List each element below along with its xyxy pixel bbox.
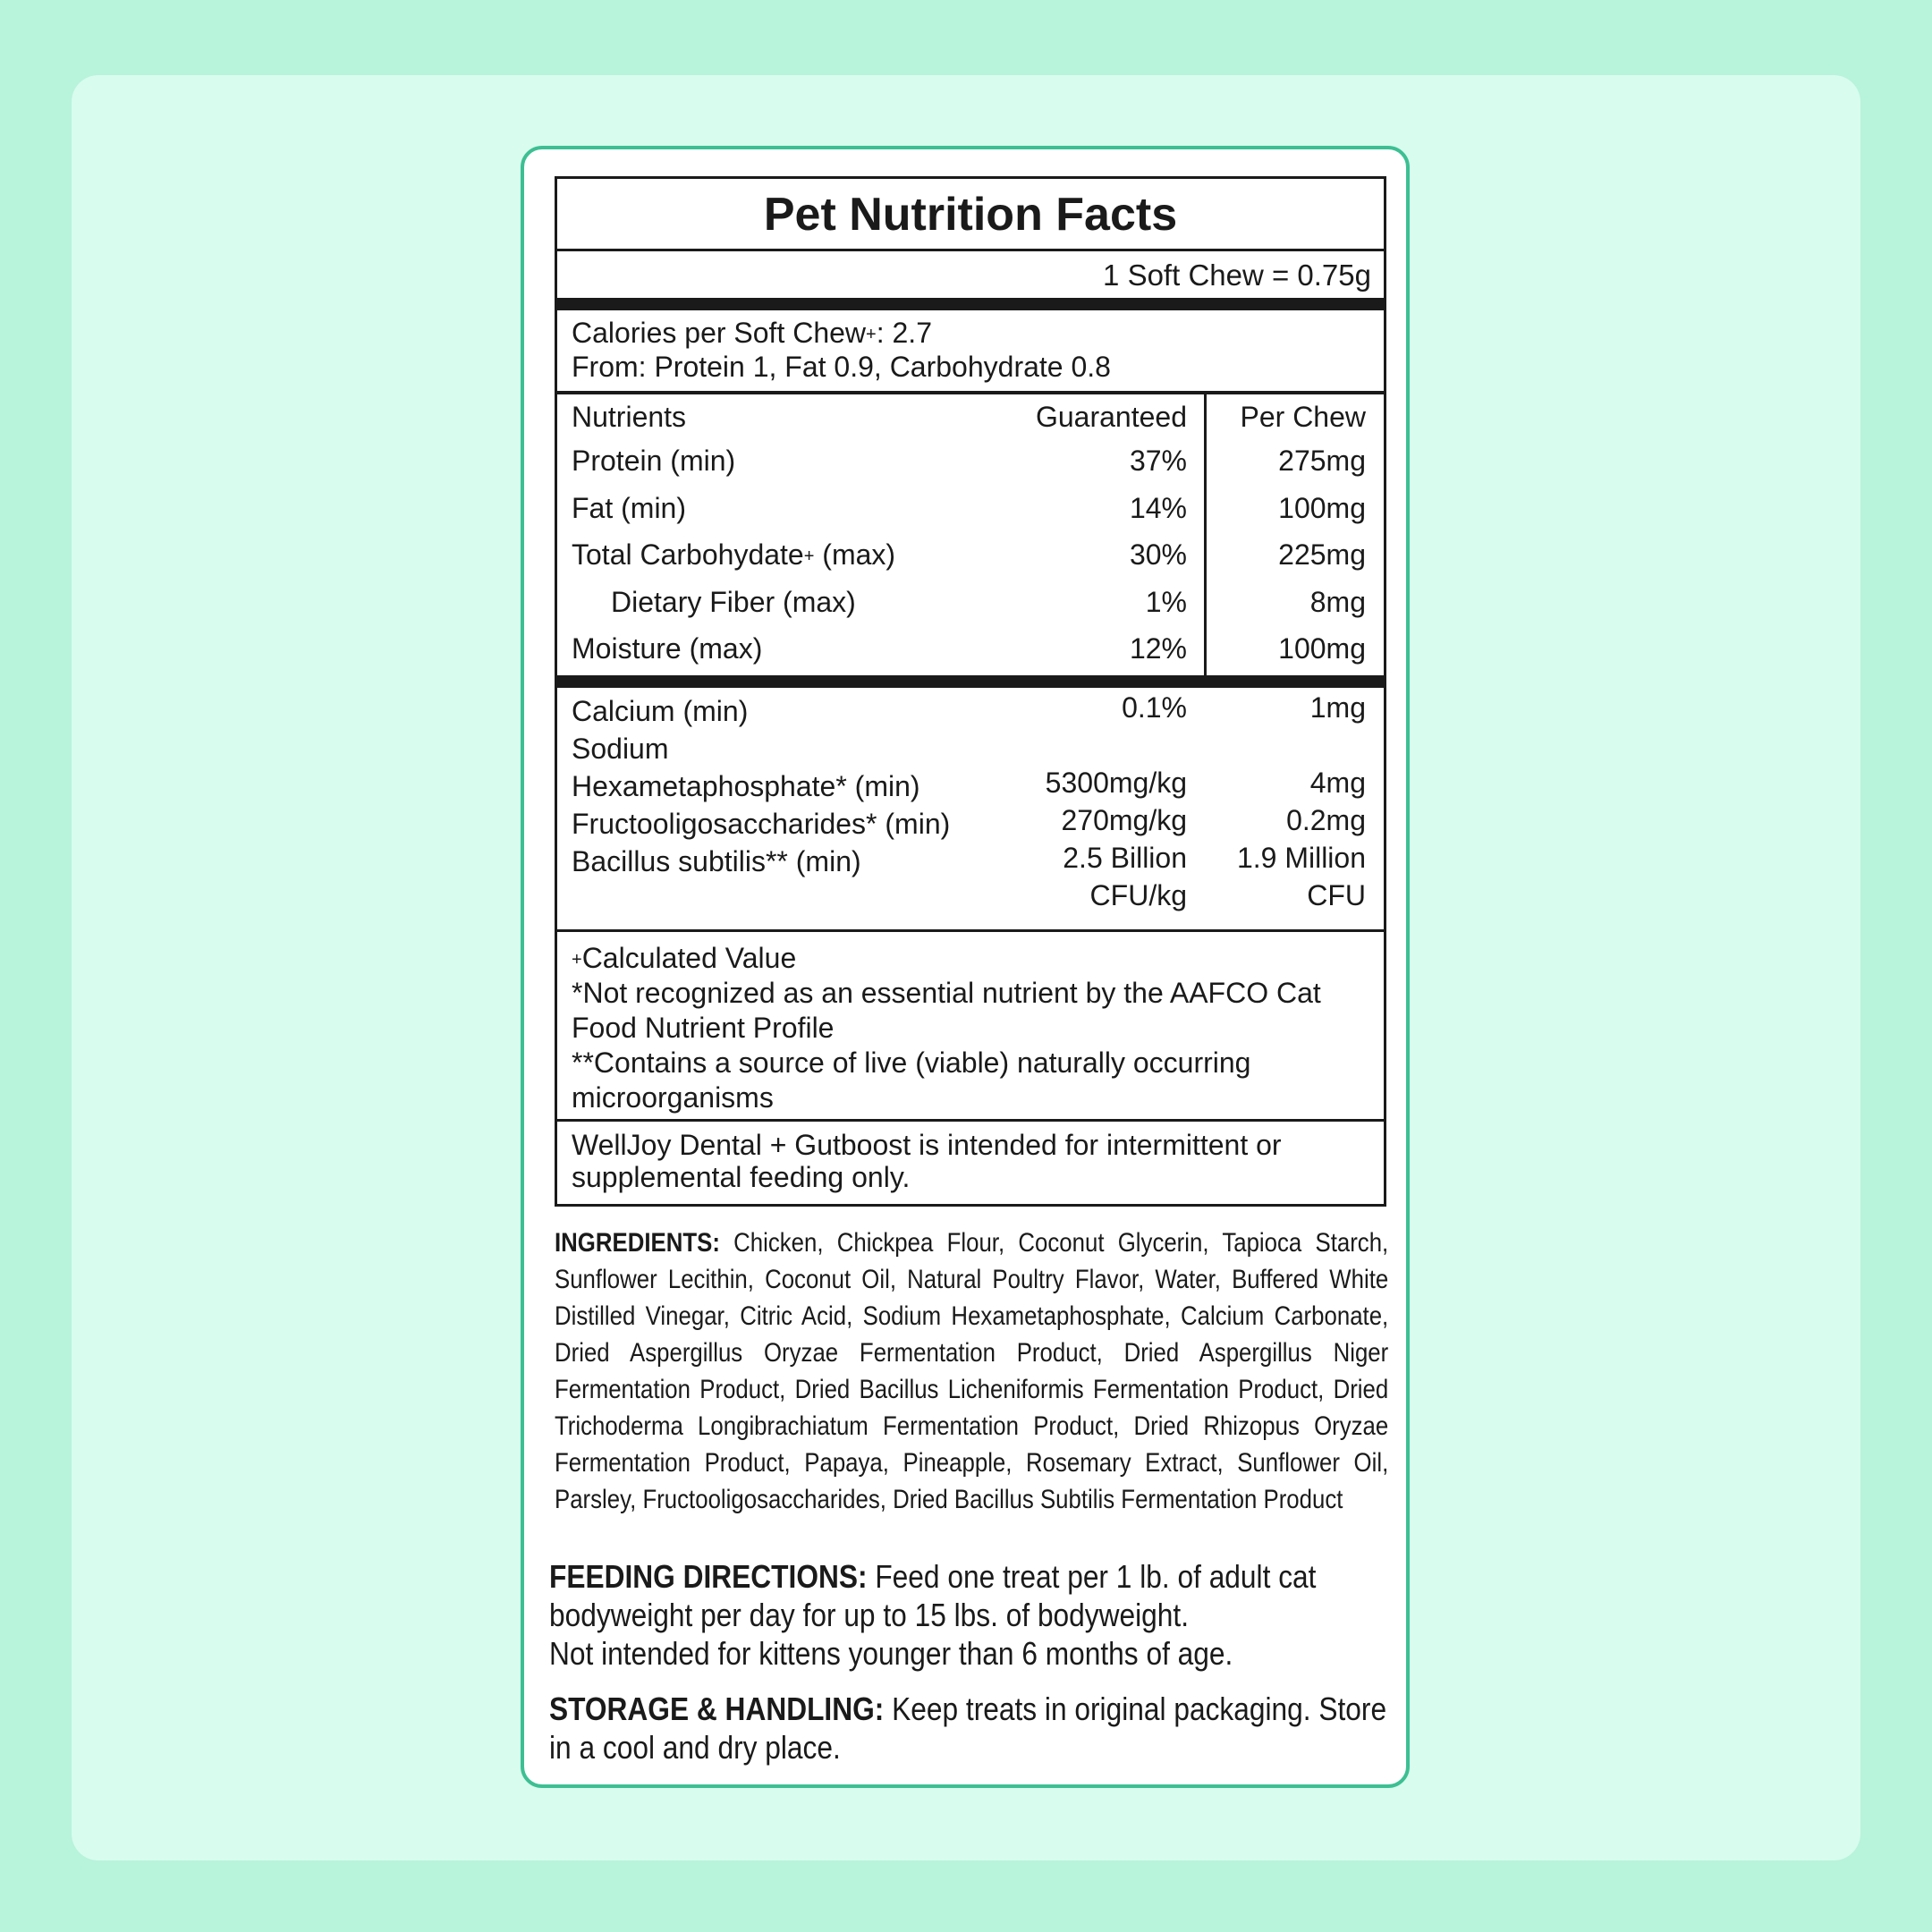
- feeding-line-2: Not intended for kittens younger than 6 months of age.: [549, 1635, 1233, 1672]
- fos-per-chew: 0.2mg: [1286, 804, 1366, 836]
- calories-line: [572, 316, 1369, 350]
- footnote-live: **Contains a source of live (viable) naturally occurring microorganisms: [572, 1046, 1251, 1114]
- bacillus-per-chew-1: 1.9 Million: [1236, 842, 1366, 874]
- nutrient-per-chew: 100mg: [1278, 632, 1366, 665]
- bacillus-name: Bacillus subtilis** (min): [572, 845, 861, 877]
- footnote-calculated-text: Calculated Value: [581, 942, 797, 974]
- ingredients-heading: INGREDIENTS:: [555, 1228, 720, 1258]
- calories-value: : 2.7: [876, 317, 932, 349]
- nutrition-facts-box: [555, 176, 1386, 1207]
- bacillus-guaranteed-1: 2.5 Billion: [1063, 842, 1187, 874]
- nutrient-guaranteed: 30%: [1129, 538, 1187, 571]
- storage-heading: STORAGE & HANDLING:: [549, 1690, 885, 1727]
- nutrient-guaranteed: 12%: [1129, 632, 1187, 665]
- nutrient-per-chew: 225mg: [1278, 538, 1366, 571]
- sodium-name-line1: Sodium: [572, 733, 669, 765]
- calories-block: [557, 310, 1384, 394]
- footnote-calculated: [572, 941, 1369, 976]
- nutrient-name: [572, 531, 895, 578]
- calculated-mark: +: [572, 950, 582, 970]
- intended-use: WellJoy Dental + Gutboost is intended for intermittent or supplemental feeding only.: [572, 1129, 1282, 1193]
- nutrient-name: Protein (min): [572, 445, 736, 477]
- serving-size: 1 Soft Chew = 0.75g: [557, 251, 1384, 310]
- header-per-chew: Per Chew: [1240, 401, 1366, 433]
- feeding-directions: [549, 1557, 1392, 1673]
- calories-label: Calories per Soft Chew: [572, 317, 867, 349]
- ingredients: [555, 1224, 1388, 1518]
- table-header-row: [557, 394, 1384, 437]
- nutrient-per-chew: 8mg: [1309, 585, 1366, 618]
- table-row: [557, 579, 1384, 626]
- fos-guaranteed: 270mg/kg: [1061, 804, 1187, 836]
- calcium-per-chew: 1mg: [1309, 691, 1366, 724]
- nutrient-name-text: Total Carbohydate: [572, 538, 804, 571]
- label-card: [521, 146, 1410, 1788]
- table-row: [557, 531, 1384, 579]
- label-title: Pet Nutrition Facts: [557, 179, 1384, 251]
- feeding-heading: FEEDING DIRECTIONS:: [549, 1558, 868, 1595]
- calories-from: From: Protein 1, Fat 0.9, Carbohydrate 0.8: [572, 351, 1111, 383]
- calculated-mark: +: [866, 325, 877, 344]
- supplements-table: [557, 688, 1384, 932]
- table-row: [557, 437, 1384, 485]
- sodium-name-line2: Hexametaphosphate* (min): [572, 770, 920, 802]
- nutrient-name: Moisture (max): [572, 632, 763, 665]
- table-row: [557, 485, 1384, 532]
- nutrient-guaranteed: 1%: [1145, 585, 1187, 618]
- sodium-guaranteed: 5300mg/kg: [1045, 767, 1187, 799]
- nutrient-name-suffix: (max): [814, 538, 896, 571]
- nutrient-guaranteed: 37%: [1129, 445, 1187, 477]
- storage-text: Keep treats in original packaging. Store in a cool and dry place.: [549, 1690, 1387, 1766]
- calcium-name: Calcium (min): [572, 695, 749, 727]
- feeding-text: Feed one treat per 1 lb. of adult cat bodyweight per day for up to 15 lbs. of bodyweight.: [549, 1558, 1317, 1633]
- bacillus-per-chew-2: CFU: [1307, 879, 1366, 911]
- footnote-not-recognized: *Not recognized as an essential nutrient by the AAFCO Cat Food Nutrient Profile: [572, 977, 1321, 1044]
- ingredients-text: Chicken, Chickpea Flour, Coconut Glycerin, Tapioca Starch, Sunflower Lecithin, Coconut Oil, Natural Poultry Flavor, Water, Buffered White Distilled Vinegar, Citric Acid, Sodium Hexametaphosphate, Calcium Carbonate, Dried Aspergillus Oryzae Fermentation Product, Dried Aspergillus Niger Fermentation Product, Dried Bacillus Licheniformis Fermentation Product, Dried Trichoderma Longibrachiatum Fermentation Product, Dried Rhizopus Oryzae Fermentation Product, Papaya, Pineapple, Rosemary Extract, Sunflower Oil, Parsley, Fructooligosaccharides, Dried Bacillus Subtilis Fermentation Product: [555, 1228, 1389, 1514]
- nutrient-per-chew: 100mg: [1278, 491, 1366, 524]
- header-nutrients: Nutrients: [572, 401, 687, 433]
- bacillus-guaranteed-2: CFU/kg: [1089, 879, 1187, 911]
- nutrients-table: [557, 394, 1384, 688]
- calculated-mark: +: [803, 547, 815, 566]
- feeding-line-1: [549, 1557, 1392, 1634]
- nutrient-name: Dietary Fiber (max): [611, 585, 856, 618]
- footnotes: [557, 932, 1384, 1122]
- table-row: [557, 625, 1384, 675]
- nutrient-guaranteed: 14%: [1129, 491, 1187, 524]
- fos-name: Fructooligosaccharides* (min): [572, 808, 951, 840]
- nutrient-name: Fat (min): [572, 491, 686, 524]
- sodium-per-chew: 4mg: [1309, 767, 1366, 799]
- header-guaranteed: Guaranteed: [1035, 401, 1187, 433]
- storage-handling: [549, 1690, 1392, 1767]
- nutrient-per-chew: 275mg: [1278, 445, 1366, 477]
- calcium-guaranteed: 0.1%: [1122, 691, 1187, 724]
